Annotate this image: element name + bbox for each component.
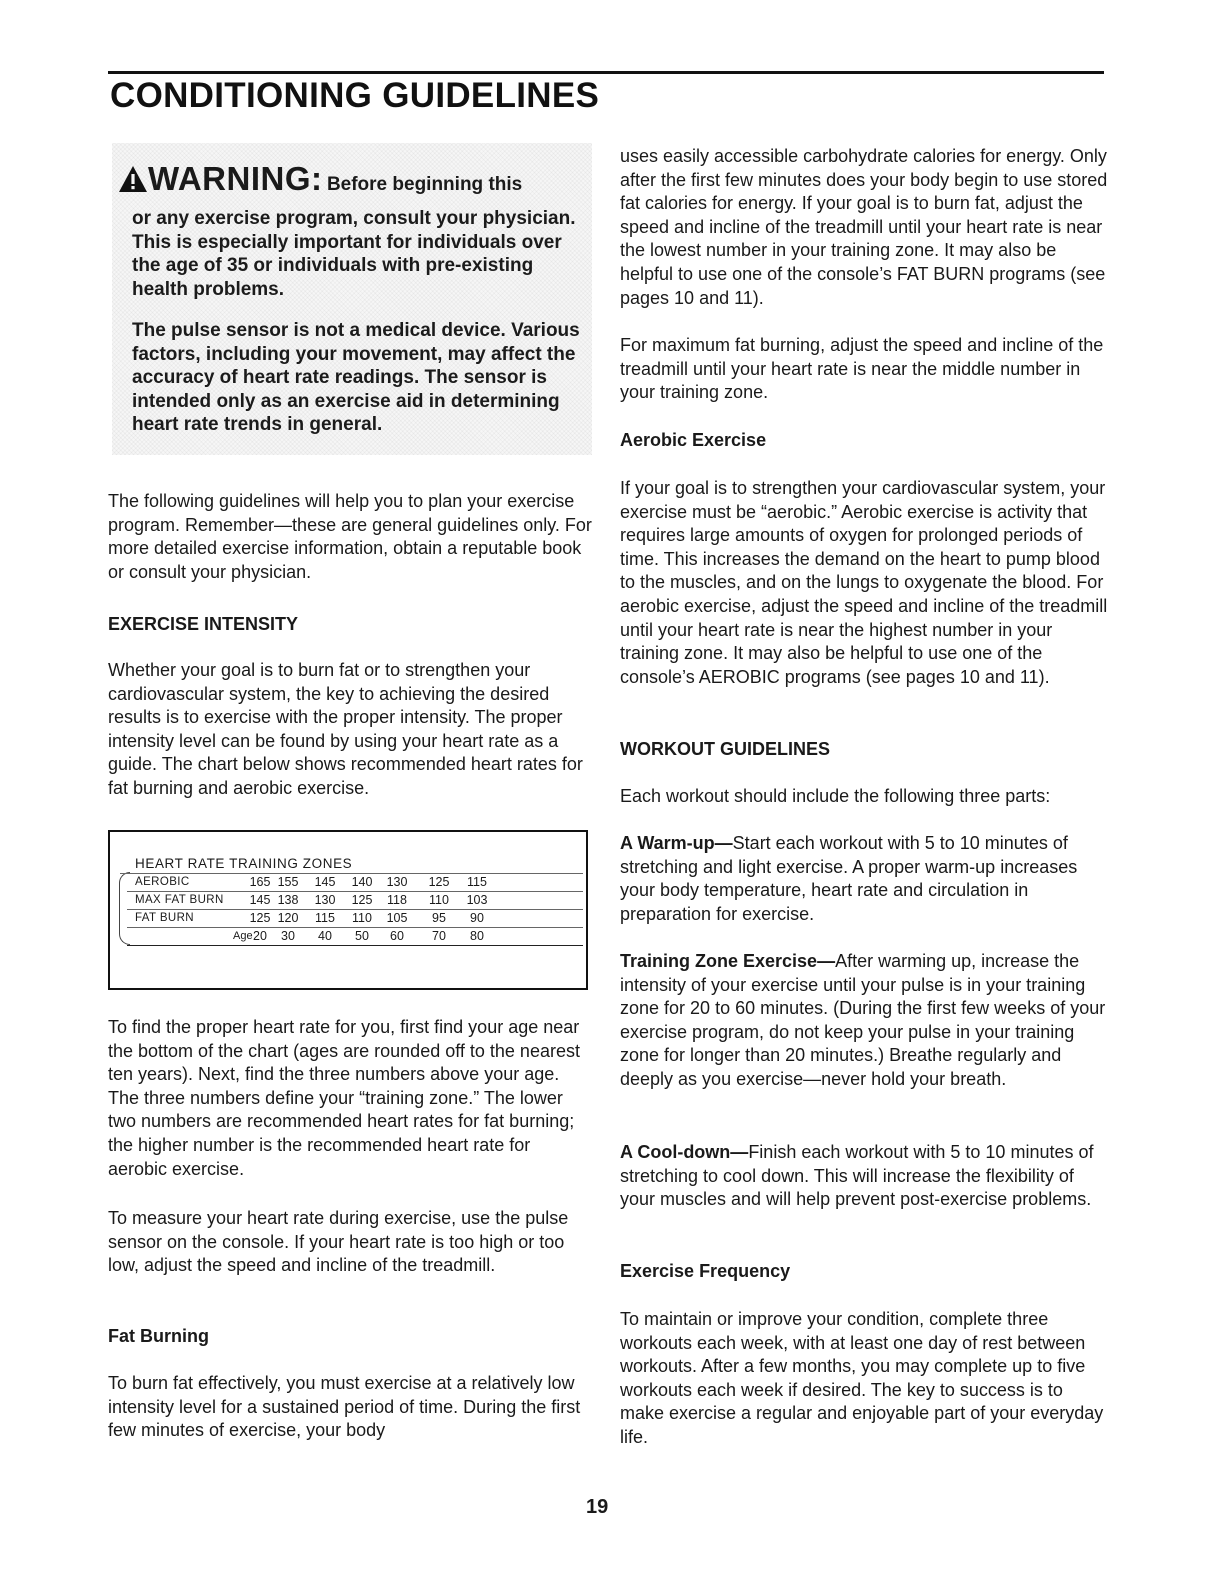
warning-body-2: The pulse sensor is not a medical device. Various factors, including your movement, may affect the accuracy of heart rate readings. The sensor is intended only as an exercise aid in determining heart rate trends in general. (132, 320, 580, 435)
warning-header (118, 160, 522, 198)
chart-cell: 110 (429, 893, 449, 907)
warmup-text: Start each workout with 5 to 10 minutes of stretching and light exercise. A proper warm-up increases your body temperature, heart rate and circulation in preparation for exercise. (620, 833, 1078, 924)
measure-paragraph: To measure your heart rate during exercise, use the pulse sensor on the console. If your heart rate is too high or too low, adjust the speed and incline of the treadmill. (108, 1208, 569, 1276)
fat-burning-continued: uses easily accessible carbohydrate calories for energy. Only after the first few minutes does your body begin to use stored fat calories for energy. If your goal is to burn fat, adjust the speed and incline of the treadmill until your heart rate is near the lowest number in your training zone. It may also be helpful to use one of the console’s FAT BURN programs (see pages 10 and 11). (620, 146, 1108, 308)
chart-cell: 95 (432, 911, 446, 925)
chart-age-tick: 80 (470, 929, 484, 943)
warning-body-1: or any exercise program, consult your physician. This is especially important for individuals over the age of 35 or individuals with pre-existing health problems. (132, 208, 576, 300)
chart-cell: 105 (386, 911, 408, 925)
title-rule (108, 71, 1104, 74)
chart-cell: 110 (352, 911, 372, 925)
find-heart-rate-paragraph: To find the proper heart rate for you, first find your age near the bottom of the chart (ages are rounded off to the nearest ten years). Next, find the three numbers above your age. The three numbers define your “training zone.” The lower two numbers are recommended heart rates for fat burning; the higher number is the recommended heart rate for aerobic exercise. (108, 1017, 580, 1179)
chart-cell: 145 (314, 875, 336, 889)
chart-gridline (120, 873, 583, 874)
chart-cell: 155 (277, 875, 299, 889)
chart-cell: 130 (314, 893, 336, 907)
chart-cell: 140 (351, 875, 373, 889)
intro-paragraph: The following guidelines will help you to plan your exercise program. Remember—these are general guidelines only. For more detailed exercise information, obtain a reputable book or consult your physician. (108, 491, 592, 582)
chart-cell: 90 (470, 911, 484, 925)
chart-row-label: MAX FAT BURN (135, 894, 224, 906)
chart-cell: 125 (351, 893, 373, 907)
chart-age-tick: 30 (281, 929, 295, 943)
cooldown-paragraph (620, 1141, 1110, 1212)
chart-age-tick: 40 (318, 929, 332, 943)
chart-cell: 115 (315, 911, 335, 925)
workout-intro: Each workout should include the following three parts: (620, 786, 1051, 806)
max-fat-paragraph: For maximum fat burning, adjust the speed and incline of the treadmill until your heart rate is near the middle number in your training zone. (620, 335, 1104, 403)
cooldown-text: Finish each workout with 5 to 10 minutes of stretching to cool down. This will increase the flexibility of your muscles and will help prevent post-exercise problems. (620, 1142, 1094, 1210)
fat-burning-paragraph: To burn fat effectively, you must exercise at a relatively low intensity level for a sustained period of time. During the first few minutes of exercise, your body (108, 1373, 581, 1441)
chart-age-tick: 60 (390, 929, 404, 943)
page-title: CONDITIONING GUIDELINES (110, 76, 600, 115)
chart-gridline (127, 945, 583, 946)
aerobic-paragraph: If your goal is to strengthen your cardiovascular system, your exercise must be “aerobic.” Aerobic exercise is activity that requires large amounts of oxygen for prolonged periods of time. This increases the demand on the heart to pump blood to the muscles, and on the lungs to oxygenate the blood. For aerobic exercise, adjust the speed and incline of the treadmill until your heart rate is near the highest number in your training zone. It may also be helpful to use one of the console’s AEROBIC programs (see pages 10 and 11). (620, 478, 1108, 687)
training-zone-lead: Training Zone Exercise— (620, 951, 836, 971)
chart-row-label: FAT BURN (135, 912, 195, 924)
chart-gridline (127, 927, 583, 928)
chart-row-label: AEROBIC (135, 876, 190, 888)
chart-gridline (127, 891, 583, 892)
cooldown-lead: A Cool-down— (620, 1142, 749, 1162)
chart-cell: 125 (249, 911, 271, 925)
chart-cell: 130 (386, 875, 408, 889)
chart-cell: 165 (249, 875, 271, 889)
warning-lead: Before beginning this (326, 174, 523, 195)
aerobic-heading: Aerobic Exercise (620, 430, 767, 450)
warning-triangle-icon (118, 165, 148, 193)
fat-burning-heading: Fat Burning (108, 1326, 209, 1346)
workout-guidelines-heading: WORKOUT GUIDELINES (620, 739, 830, 759)
chart-title: HEART RATE TRAINING ZONES (135, 856, 353, 871)
intensity-paragraph: Whether your goal is to burn fat or to strengthen your cardiovascular system, the key to achieving the desired results is to exercise with the proper intensity. The proper intensity level can be found by using your heart rate as a guide. The chart below shows recommended heart rates for fat burning and aerobic exercise. (108, 660, 583, 798)
chart-cell: 120 (277, 911, 299, 925)
chart-cell: 125 (428, 875, 450, 889)
exercise-frequency-heading: Exercise Frequency (620, 1261, 791, 1281)
chart-age-label: Age (233, 930, 253, 942)
chart-age-tick: 50 (355, 929, 369, 943)
training-zone-paragraph (620, 950, 1110, 1092)
chart-age-tick: 20 (253, 929, 267, 943)
chart-cell: 145 (249, 893, 271, 907)
chart-cell: 118 (387, 893, 407, 907)
chart-age-tick: 70 (432, 929, 446, 943)
frequency-paragraph: To maintain or improve your condition, complete three workouts each week, with at least one day of rest between workouts. After a few months, you may complete up to five workouts each week if desired. The key to success is to make exercise a regular and enjoyable part of your everyday life. (620, 1309, 1104, 1447)
chart-cell: 115 (467, 875, 487, 889)
page-number: 19 (586, 1496, 609, 1518)
warmup-paragraph (620, 832, 1110, 926)
exercise-intensity-heading: EXERCISE INTENSITY (108, 614, 299, 634)
warmup-lead: A Warm-up— (620, 833, 733, 853)
training-zone-text: After warming up, increase the intensity of your exercise until your pulse is in your training zone for 20 to 60 minutes. (During the first few weeks of your exercise program, do not keep your pulse in your training zone for longer than 20 minutes.) Breathe regularly and deeply as you exercise—never hold your breath. (620, 951, 1106, 1089)
chart-cell: 138 (277, 893, 299, 907)
chart-gridline (127, 909, 583, 910)
warning-word: WARNING: (148, 160, 323, 197)
heart-rate-chart (108, 830, 588, 990)
chart-cell: 103 (466, 893, 488, 907)
